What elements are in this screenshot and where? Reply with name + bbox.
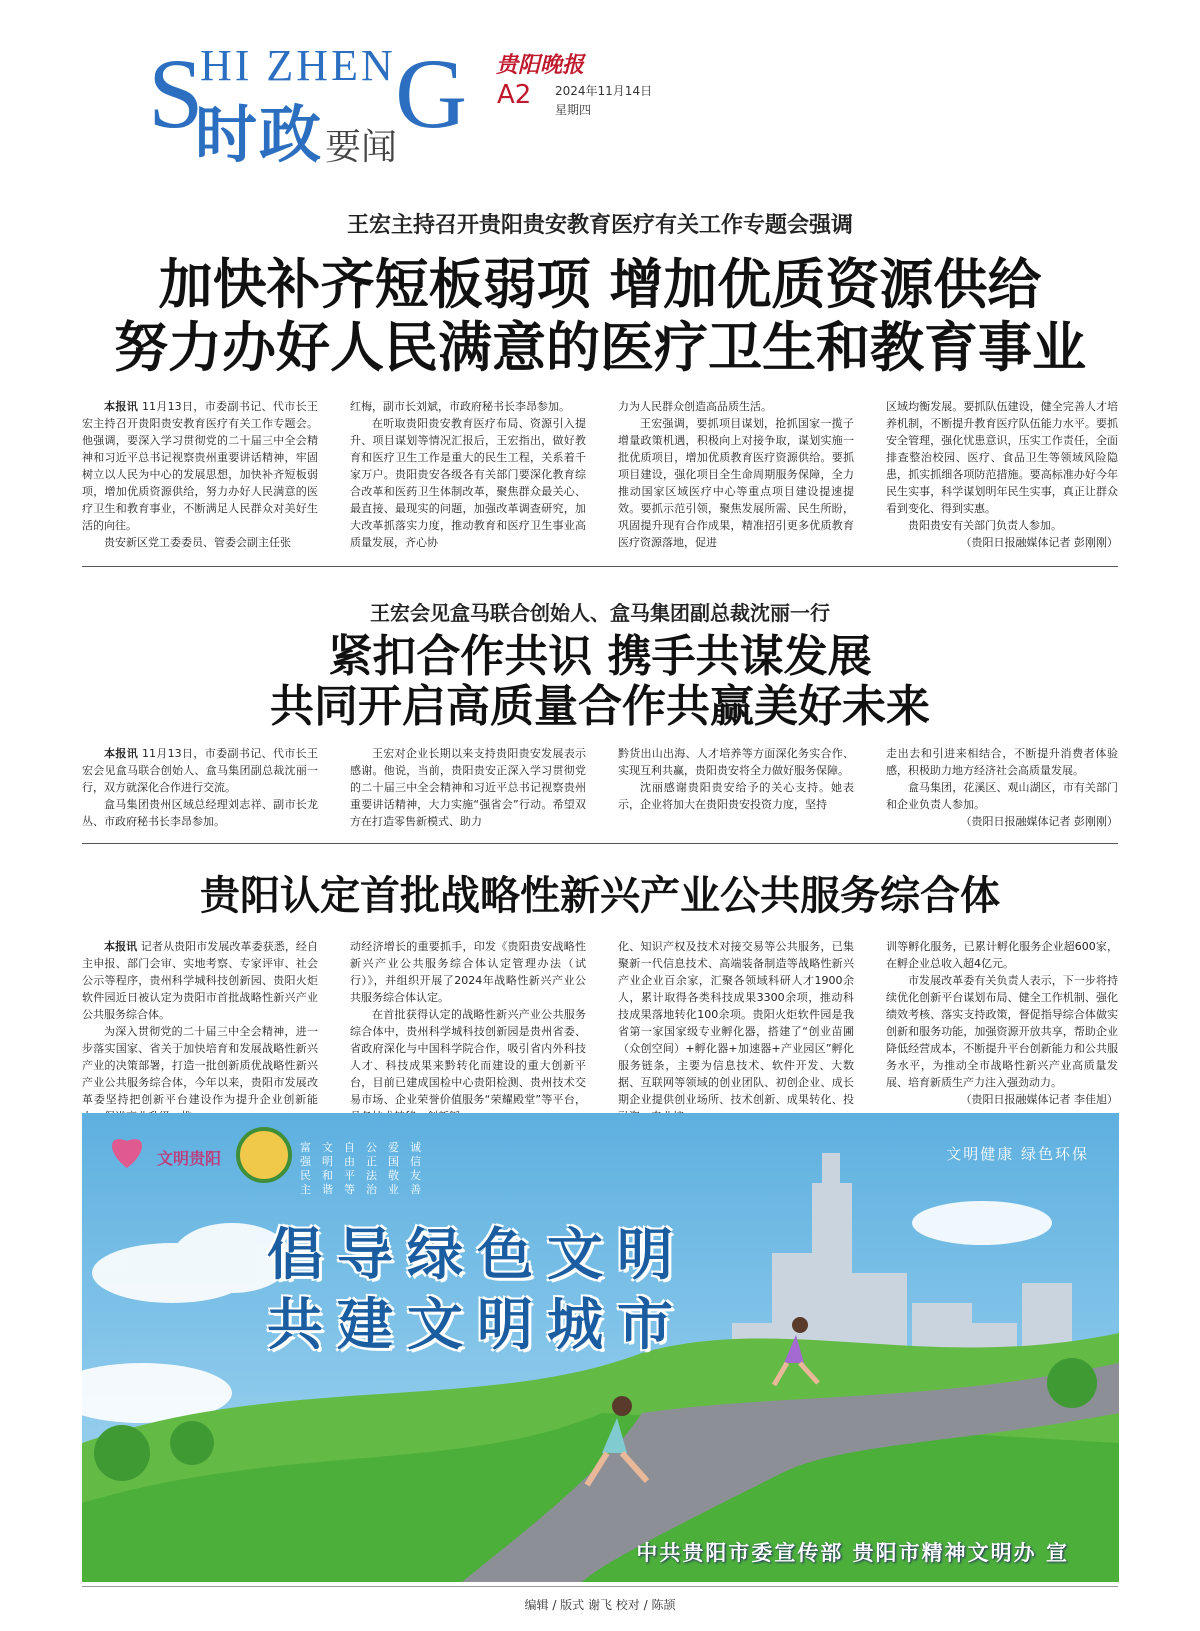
article1-col3 [618,398,854,556]
article1-byline: （贵阳日报融媒体记者 彭刚刚） [960,536,1118,549]
ad-credit: 中共贵阳市委宣传部 贵阳市精神文明办 宣 [636,1541,1069,1565]
article2-col3-text: 黔货出山出海、人才培养等方面深化务实合作、实现互利共赢，贵阳贵安将全力做好服务保障。 [618,747,854,777]
article3-col1 [82,938,319,1106]
ad-values-slogan: 公正法治 [366,1141,377,1196]
article1-col1-text: 11月13日，市委副书记、代市长王宏主持召开贵阳贵安教育医疗有关工作专题会。他强调，要深入学习贯彻党的二十届三中全会精神和习近平总书记视察贵州重要讲话精神，牢固树立以人民为中心的发展思想，加快补齐短板弱项，增加优质资源供给，努力办好人民满意的医疗卫生和教育事业，不断满足人民群众对美好生活的向往。 [82,400,319,532]
ad-values-slogan: 富强民主 [300,1141,311,1196]
article2-col3b: 沈丽感谢贵阳贵安给予的关心支持。她表示，企业将加大在贵阳贵安投资力度，坚持 [618,781,854,811]
article2-col1b: 盒马集团贵州区域总经理刘志祥、副市长龙丛、市政府秘书长李昂参加。 [82,798,318,828]
section-title: 时政 [195,98,324,171]
article1-col4-text: 区域均衡发展。要抓队伍建设，健全完善人才培养机制，不断提升教育医疗队伍能力水平。要抓安全管理，强化忧患意识，压实工作责任，全面排查整治校园、医疗、食品卫生等领域风险隐患，抓实抓细各项防范措施。要高标准办好今年民生实事，科学谋划明年民生实事，真正让群众看到变化、得到实惠。 [886,400,1118,515]
ad-logo-text: 文明贵阳 [157,1149,222,1168]
article3-lead: 本报讯 [104,940,138,953]
issue-weekday: 星期四 [555,103,592,117]
article3-col2-text: 动经济增长的重要抓手，印发《贵阳贵安战略性新兴产业公共服务综合体认定管理办法（试行）》，并组织开展了2024年战略性新兴产业公共服务综合体认定。 [350,940,586,1004]
ad-slogan-line2: 共建文明城市 [267,1293,687,1358]
article3-col4 [886,938,1118,1106]
article2-headline-line2: 共同开启高质量合作共赢美好未来 [270,681,930,732]
article1-col2-text: 红梅，副市长刘斌，市政府秘书长李昂参加。 [350,400,570,413]
newspaper-logo: 贵阳晚报 [496,52,585,78]
article1-col3-text: 力为人民群众创造高品质生活。 [618,400,772,413]
ad-tagline: 文明健康 绿色环保 [946,1145,1089,1163]
article1-body [82,398,1118,556]
article1-col3b: 王宏强调，要抓项目谋划，抢抓国家一揽子增量政策机遇，积极向上对接争取，谋划实施一批优质项目，增加优质教育医疗资源供给。要抓项目建设，强化项目全生命周期服务保障，全力推动国家区域医疗中心等重点项目建设提速提效。要抓示范引领，聚焦发展所需、民生所盼，巩固提升现有合作成果，精准招引更多优质教育医疗资源落地，促进 [618,417,854,549]
public-service-ad [82,1113,1119,1582]
ad-values-slogan: 自由平等 [344,1141,355,1196]
article3-headline: 贵阳认定首批战略性新兴产业公共服务综合体 [200,873,1000,919]
article1-col2b: 在听取贵阳贵安教育医疗布局、资源引入提升、项目谋划等情况汇报后，王宏指出，做好教育和医疗卫生工作是重大的民生工程，关系着千家万户。贵阳贵安各级各有关部门要深化教育综合改革和医药卫生体制改革，聚焦群众最关心、最直接、最现实的问题，加强改革调查研究，加大改革抓落实力度，推动教育和医疗卫生事业高质量发展，齐心协 [350,417,586,549]
article1-headline-line2: 努力办好人民满意的医疗卫生和教育事业 [114,316,1086,379]
article2-byline: （贵阳日报融媒体记者 彭刚刚） [960,815,1118,828]
masthead-letter-g: G [395,38,468,149]
divider [82,566,1118,567]
article2-kicker: 王宏会见盒马联合创始人、盒马集团副总裁沈丽一行 [370,601,830,625]
article2-col4b: 盒马集团，花溪区、观山湖区，市有关部门和企业负责人参加。 [886,781,1118,811]
article1-lead: 本报讯 [104,400,139,413]
article1-col1 [82,398,318,556]
article2-col4 [886,745,1118,833]
article3-col4-text: 训等孵化服务，已累计孵化服务企业超600家，在孵企业总收入超4亿元。 [886,940,1118,970]
article2-col1 [82,745,318,833]
ad-values-slogan: 文明和谐 [322,1141,333,1196]
divider [82,843,1118,844]
footer-divider [82,1586,1118,1587]
article2-col3 [618,745,854,833]
page-number: A2 [497,80,532,110]
ad-slogan-line1: 倡导绿色文明 [267,1223,687,1288]
article3-col4b: 市发展改革委有关负责人表示，下一步将持续优化创新平台谋划布局、健全工作机制、强化绩效考核、落实支持政策，督促指导综合体做实创新和服务功能，加强资源开放共享，帮助企业降低经营成本，不断提升平台创新能力和公共服务水平，为推动全市战略性新兴产业高质量发展、培育新质生产力注入强劲动力。 [886,974,1118,1089]
article1-col4b: 贵阳贵安有关部门负责人参加。 [908,519,1062,532]
article1-col4 [886,398,1118,556]
ad-values-slogan: 诚信友善 [410,1141,421,1196]
masthead-latin-title: HI ZHEN [200,41,396,90]
article3-col1-text: 记者从贵阳市发展改革委获悉，经自主申报、部门会审、实地考察、专家评审、社会公示等程序，贵州科学城科技创新园、贵阳火炬软件园近日被认定为贵阳市首批战略性新兴产业公共服务综合体。 [82,940,319,1021]
article1-kicker: 王宏主持召开贵阳贵安教育医疗有关工作专题会强调 [346,213,853,238]
article3-col2 [350,938,586,1106]
editor-credits: 编辑 / 版式 谢飞 校对 / 陈颉 [524,1598,676,1612]
article2-headline-line1: 紧扣合作共识 携手共谋发展 [328,631,872,682]
article3-col2b: 在首批获得认定的战略性新兴产业公共服务综合体中，贵州科学城科技创新园是贵州省委、省政府深化与中国科学院合作，吸引省内外科技人才、科技成果来黔转化而建设的重大创新平台，目前已建成国检中心贵阳检测、贵州技术交易市场、企业荣誉价值服务“荣耀殿堂”等平台， [350,1008,586,1106]
article3-body [82,938,1118,1106]
article3-byline: （贵阳日报融媒体记者 李佳旭） [960,1093,1118,1106]
article1-col2 [350,398,586,556]
section-subtitle: 要闻 [325,127,398,168]
article2-body [82,745,1118,833]
article3-col1b: 为深入贯彻党的二十届三中全会精神，进一步落实国家、省关于加快培育和发展战略性新兴产业的决策部署，打造一批创新质优战略性新兴产业公共服务综合体，今年以来，贵阳市发展改革委坚持把创新平台建设作为提升企业创新能 [82,1025,318,1106]
ad-values-slogan: 爱国敬业 [388,1141,399,1196]
article2-col2-text: 王宏对企业长期以来支持贵阳贵安发展表示感谢。他说，当前，贵阳贵安正深入学习贯彻党的二十届三中全会精神和习近平总书记视察贵州重要讲话精神，大力实施“强省会”行动。希望双方在打造零售新模式、助力 [350,747,586,828]
article3-col3-text: 化、知识产权及技术对接交易等公共服务，已集聚新一代信息技术、高端装备制造等战略性新兴产业企业百余家，汇聚各领域科研人才1900余人，累计取得各类科技成果3300余项，推动科技成果落地转化100余项。贵阳火炬软件园是我省第一家国家级专业孵化器，搭建了“创业苗圃（众创空间）+孵化器+加速器+产业园区”孵化服务链条，主要为信息技术、软件开发、大数据、互联网等领域的创业团队、初创企业、成长期企业提供创业场所、技术创新、成果转化、投 [618,940,854,1106]
masthead-letter-s: S [148,38,204,149]
article2-col1-text: 11月13日，市委副书记、代市长王宏会见盒马联合创始人、盒马集团副总裁沈丽一行，双方就深化合作进行交流。 [82,747,319,794]
article2-col4-text: 走出去和引进来相结合，不断提升消费者体验感，积极助力地方经济社会高质量发展。 [886,747,1118,777]
article1-headline-line1: 加快补齐短板弱项 增加优质资源供给 [158,253,1042,316]
article2-lead: 本报讯 [104,747,139,760]
issue-date: 2024年11月14日 [555,84,653,98]
article3-col3 [618,938,854,1106]
article2-col2 [350,745,586,833]
article1-col1b: 贵安新区党工委委员、管委会副主任张 [104,536,291,549]
